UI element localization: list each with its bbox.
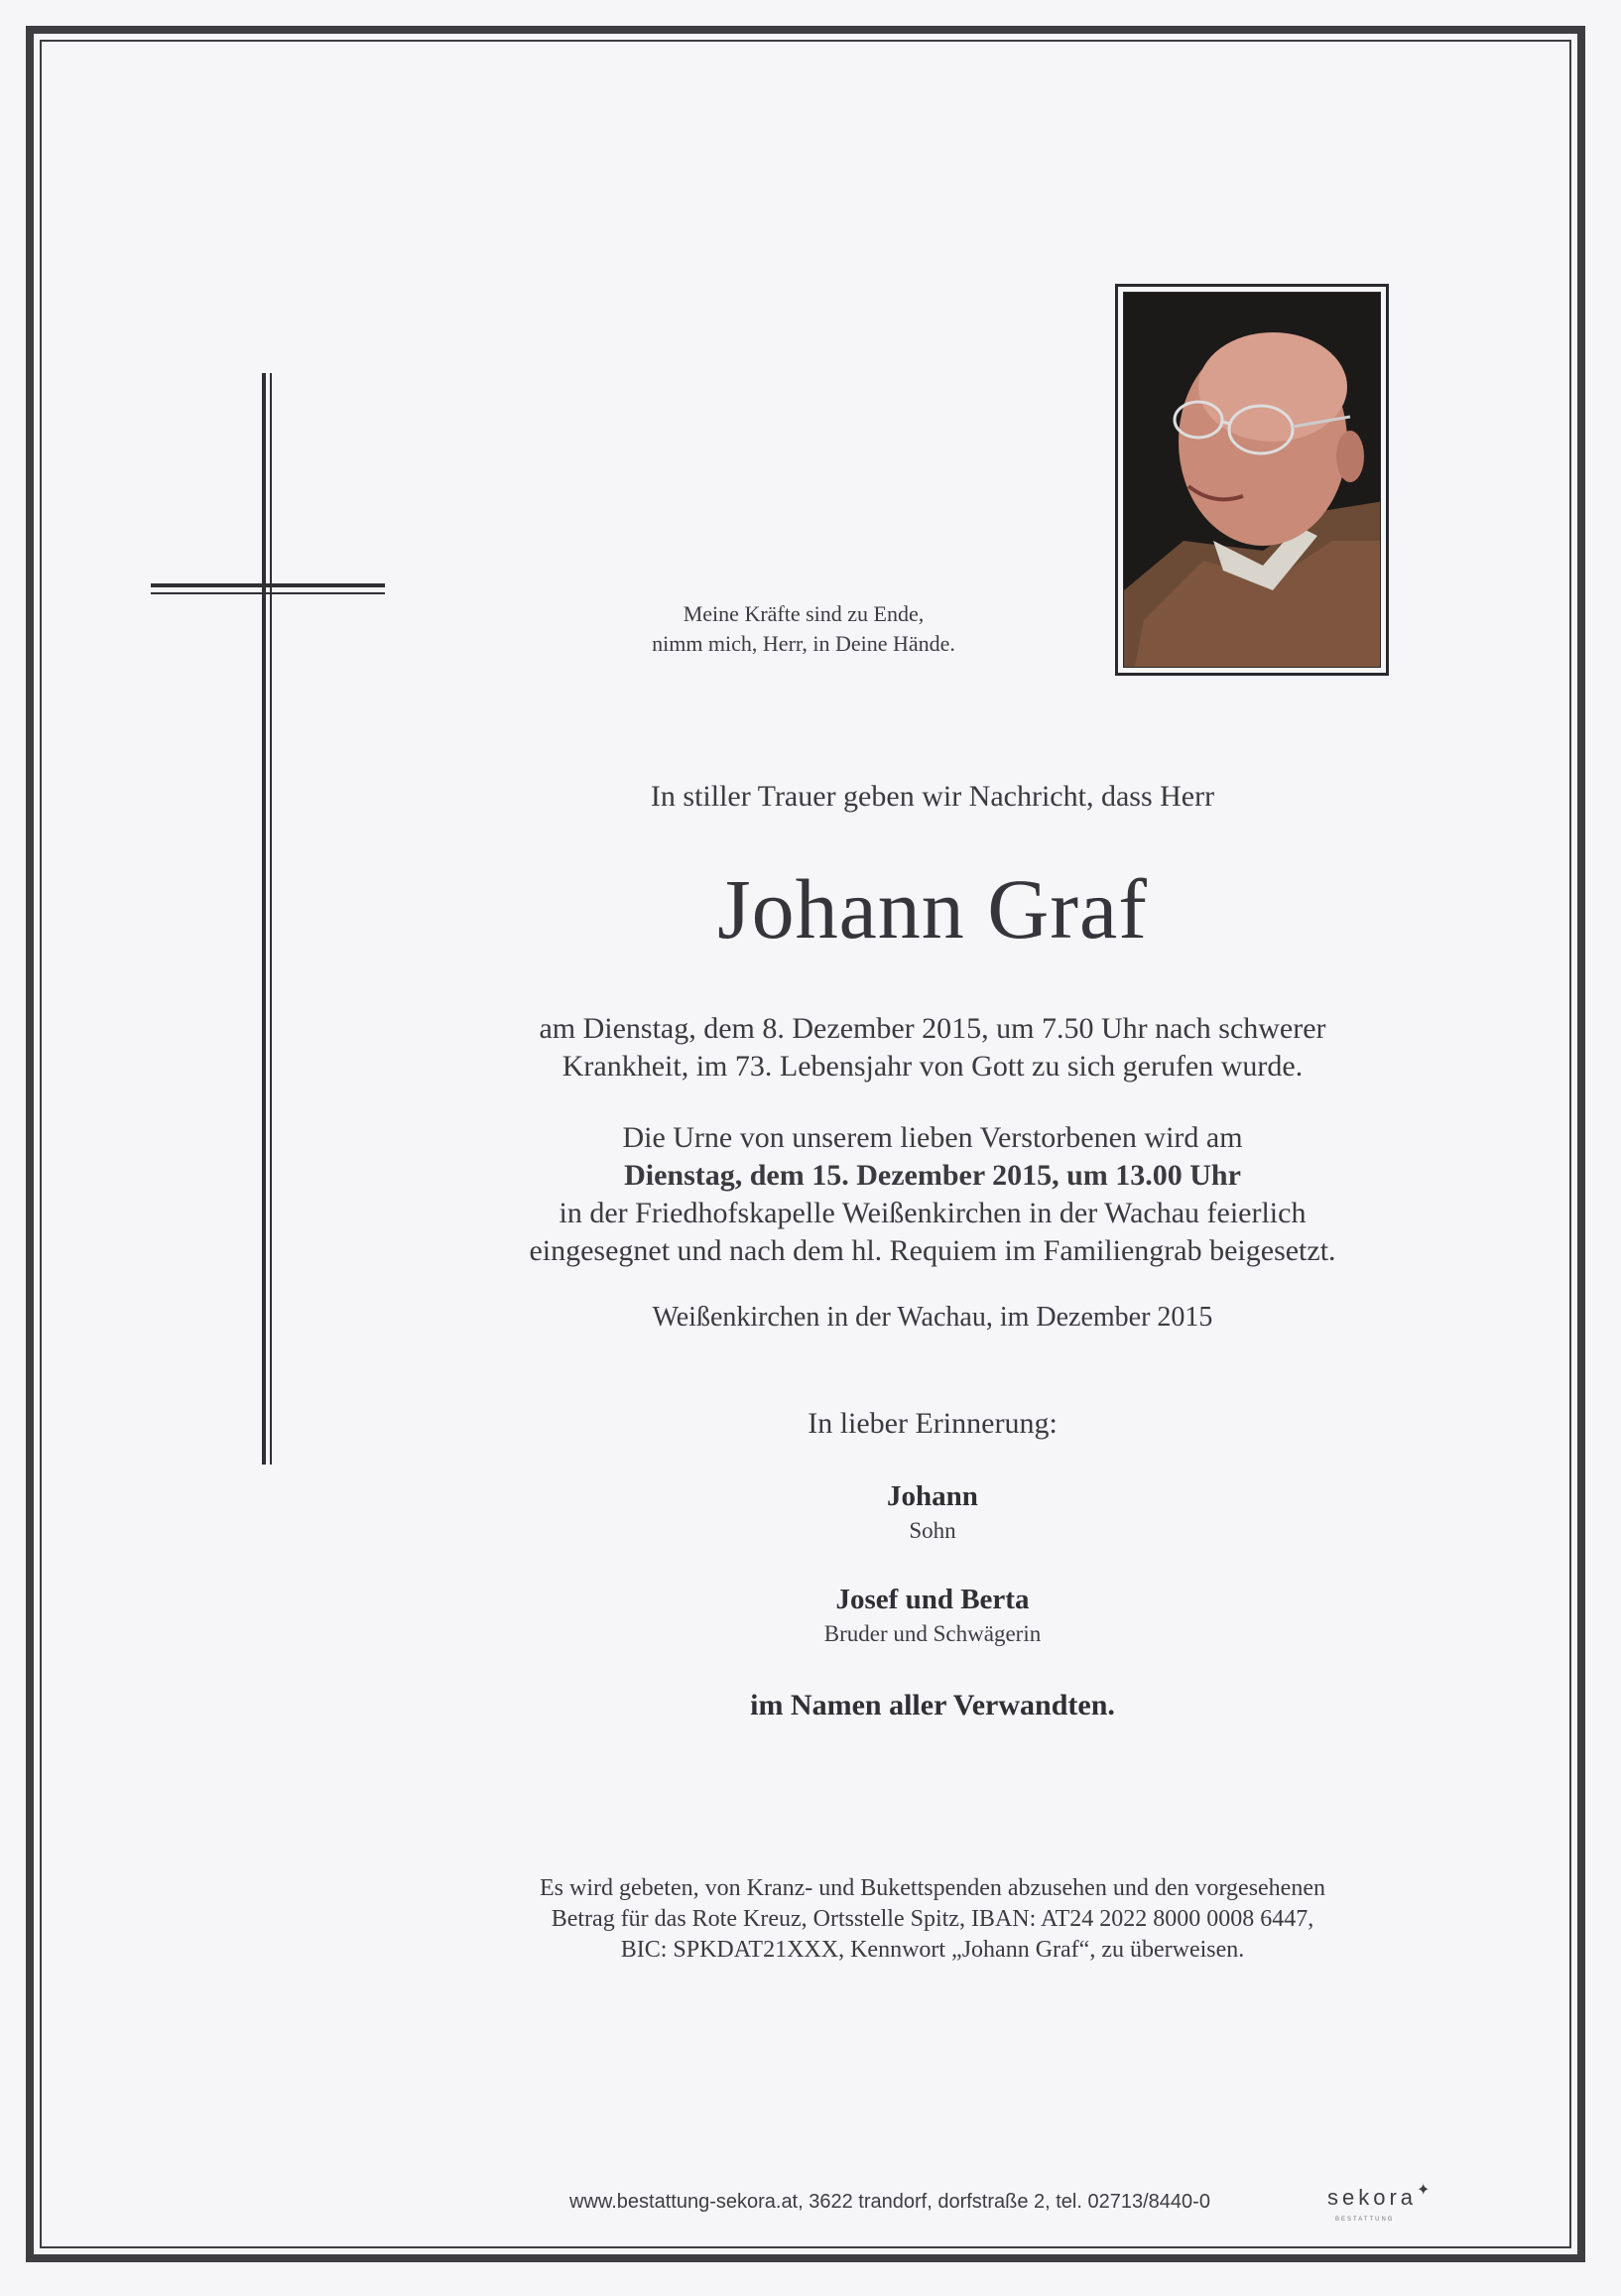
cross-horizontal-bar bbox=[151, 583, 385, 587]
deceased-name: Johann Graf bbox=[717, 861, 1148, 957]
place-date: Weißenkirchen in der Wachau, im Dezember 2015 bbox=[652, 1302, 1213, 1333]
donation-line: Es wird gebeten, von Kranz- und Bukettspenden abzusehen und den vorgesehenen bbox=[540, 1875, 1325, 1901]
death-notice bbox=[397, 1010, 1468, 1085]
funeral-line: Die Urne von unserem lieben Verstorbenen wird am bbox=[622, 1121, 1243, 1154]
verse bbox=[556, 599, 1052, 659]
donation-notice bbox=[397, 1873, 1468, 1966]
funeral-notice bbox=[397, 1119, 1468, 1270]
memory-heading: In lieber Erinnerung: bbox=[808, 1407, 1058, 1440]
funeral-line: in der Friedhofskapelle Weißenkirchen in der Wachau feierlich bbox=[559, 1197, 1307, 1229]
funeral-line: eingesegnet und nach dem hl. Requiem im Familiengrab beigesetzt. bbox=[529, 1234, 1336, 1267]
cross-vertical-line bbox=[270, 373, 272, 1465]
closing-line: im Namen aller Verwandten. bbox=[750, 1689, 1115, 1722]
leaf-icon: ✦ bbox=[1417, 2182, 1431, 2199]
logo-subtext: BESTATTUNG bbox=[1335, 2217, 1395, 2223]
verse-line: nimm mich, Herr, in Deine Hände. bbox=[652, 631, 955, 656]
relative-role: Bruder und Schwägerin bbox=[823, 1621, 1042, 1646]
relative-name: Johann bbox=[887, 1480, 978, 1512]
death-line: Krankheit, im 73. Lebensjahr von Gott zu sich gerufen wurde. bbox=[561, 1050, 1304, 1083]
announcement-text: In stiller Trauer geben wir Nachricht, dass Herr bbox=[650, 780, 1215, 813]
portrait-photo bbox=[1115, 284, 1389, 676]
death-line: am Dienstag, dem 8. Dezember 2015, um 7.50 Uhr nach schwerer bbox=[539, 1012, 1326, 1045]
relative-name: Josef und Berta bbox=[835, 1584, 1030, 1615]
verse-line: Meine Kräfte sind zu Ende, bbox=[683, 601, 925, 626]
cross-horizontal-line bbox=[151, 592, 385, 594]
logo-text: sekora bbox=[1327, 2185, 1418, 2210]
portrait-image bbox=[1123, 292, 1381, 668]
footer-contact: www.bestattung-sekora.at, 3622 trandorf, dorfstraße 2, tel. 02713/8440-0 bbox=[569, 2191, 1210, 2213]
donation-line: Betrag für das Rote Kreuz, Ortsstelle Spitz, IBAN: AT24 2022 8000 0008 6447, bbox=[551, 1906, 1314, 1932]
funeral-date: Dienstag, dem 15. Dezember 2015, um 13.00 Uhr bbox=[624, 1159, 1241, 1192]
cross-vertical-bar bbox=[262, 373, 266, 1465]
donation-line: BIC: SPKDAT21XXX, Kennwort „Johann Graf“, zu überweisen. bbox=[620, 1937, 1245, 1963]
relative-role: Sohn bbox=[909, 1518, 956, 1543]
